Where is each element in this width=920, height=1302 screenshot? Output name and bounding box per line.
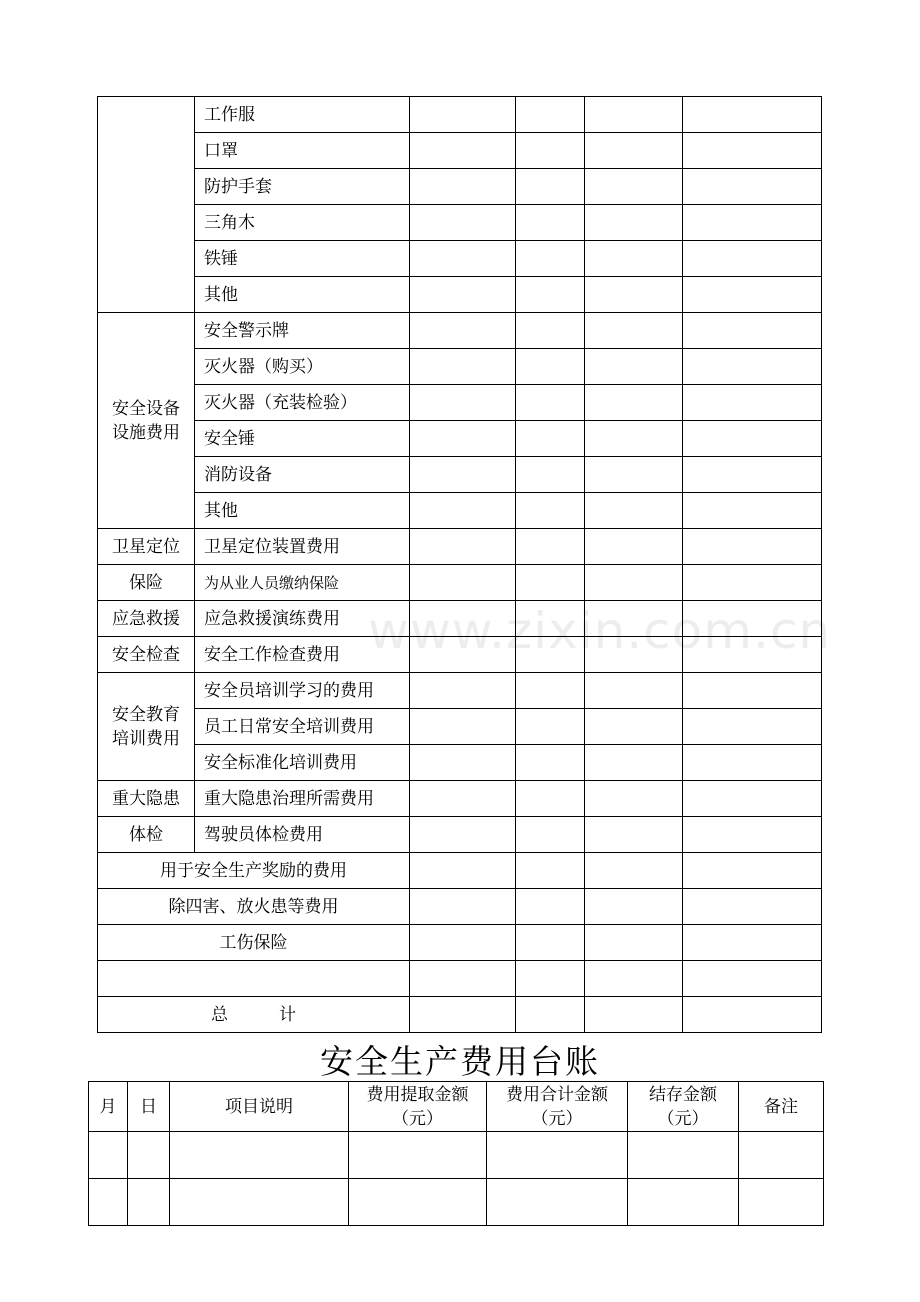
col-header-remarks: 备注 [739,1082,824,1132]
ledger-cell[interactable] [349,1179,487,1226]
amount-cell[interactable] [516,385,585,421]
amount-cell[interactable] [585,997,683,1033]
watermark: www.zixin.com.cn [368,602,832,660]
amount-cell[interactable] [683,385,822,421]
amount-cell[interactable] [516,457,585,493]
item-cell: 安全锤 [195,421,410,457]
item-cell: 员工日常安全培训费用 [195,709,410,745]
amount-cell[interactable] [410,529,516,565]
table-row [98,961,822,997]
amount-cell[interactable] [683,925,822,961]
ledger-cell[interactable] [170,1179,349,1226]
item-cell: 安全警示牌 [195,313,410,349]
merged-item-cell [98,961,410,997]
amount-cell[interactable] [683,277,822,313]
amount-cell[interactable] [683,637,822,673]
category-cell [98,313,195,529]
amount-cell[interactable] [683,313,822,349]
amount-cell[interactable] [585,493,683,529]
amount-cell[interactable] [585,385,683,421]
amount-cell[interactable] [516,529,585,565]
amount-cell[interactable] [516,565,585,601]
amount-cell[interactable] [683,97,822,133]
category-cell: 重大隐患 [98,781,195,817]
total-row [98,997,822,1033]
amount-cell[interactable] [683,565,822,601]
amount-cell[interactable] [683,817,822,853]
amount-cell[interactable] [585,97,683,133]
amount-cell[interactable] [585,241,683,277]
amount-cell[interactable] [410,421,516,457]
amount-cell[interactable] [585,745,683,781]
amount-cell[interactable] [516,241,585,277]
amount-cell[interactable] [585,169,683,205]
amount-cell[interactable] [585,637,683,673]
amount-cell[interactable] [410,169,516,205]
amount-cell[interactable] [585,133,683,169]
amount-cell[interactable] [516,961,585,997]
amount-cell[interactable] [410,853,516,889]
amount-cell[interactable] [516,889,585,925]
amount-cell[interactable] [585,601,683,637]
ledger-cell[interactable] [128,1132,170,1179]
amount-cell[interactable] [516,745,585,781]
amount-cell[interactable] [683,961,822,997]
amount-cell[interactable] [516,313,585,349]
amount-cell[interactable] [683,133,822,169]
table-row [98,493,822,529]
amount-cell[interactable] [516,169,585,205]
amount-cell[interactable] [516,493,585,529]
amount-cell[interactable] [683,457,822,493]
amount-cell[interactable] [683,205,822,241]
amount-cell[interactable] [683,673,822,709]
amount-cell[interactable] [516,817,585,853]
table-row [98,421,822,457]
amount-cell[interactable] [516,997,585,1033]
category-cell: 安全检查 [98,637,195,673]
amount-cell[interactable] [585,349,683,385]
amount-cell[interactable] [683,781,822,817]
amount-cell[interactable] [585,529,683,565]
ledger-cell[interactable] [628,1179,739,1226]
col-header-day: 日 [128,1082,170,1132]
item-cell: 工作服 [195,97,410,133]
amount-cell[interactable] [410,565,516,601]
item-cell: 消防设备 [195,457,410,493]
amount-cell[interactable] [683,997,822,1033]
amount-cell[interactable] [585,817,683,853]
ledger-cell[interactable] [739,1179,824,1226]
amount-cell[interactable] [516,277,585,313]
amount-cell[interactable] [683,493,822,529]
amount-cell[interactable] [585,205,683,241]
table-row [98,817,822,853]
merged-item-cell: 工伤保险 [98,925,410,961]
ledger-table [88,1081,824,1226]
amount-cell[interactable] [585,565,683,601]
amount-cell[interactable] [410,205,516,241]
amount-cell[interactable] [516,709,585,745]
amount-cell[interactable] [410,277,516,313]
ledger-cell[interactable] [487,1132,628,1179]
table-row [89,1132,824,1179]
amount-cell[interactable] [683,709,822,745]
item-cell: 安全标准化培训费用 [195,745,410,781]
ledger-cell[interactable] [739,1132,824,1179]
table-row [98,349,822,385]
item-cell: 灭火器（充装检验） [195,385,410,421]
amount-cell[interactable] [585,457,683,493]
amount-cell[interactable] [516,97,585,133]
table-row [98,97,822,133]
merged-item-cell: 用于安全生产奖励的费用 [98,853,410,889]
amount-cell[interactable] [516,853,585,889]
ledger-cell[interactable] [487,1179,628,1226]
table-row [98,637,822,673]
amount-cell[interactable] [683,241,822,277]
amount-cell[interactable] [585,781,683,817]
amount-cell[interactable] [410,133,516,169]
table-row [98,457,822,493]
amount-cell[interactable] [410,673,516,709]
amount-cell[interactable] [516,673,585,709]
amount-cell[interactable] [585,421,683,457]
amount-cell[interactable] [410,817,516,853]
category-cell: 应急救援 [98,601,195,637]
amount-cell[interactable] [410,601,516,637]
item-cell: 为从业人员缴纳保险 [195,565,410,601]
category-label: 安全设备 设施费用 [112,398,180,443]
amount-cell[interactable] [410,241,516,277]
amount-cell[interactable] [410,349,516,385]
amount-cell[interactable] [585,961,683,997]
amount-cell[interactable] [410,889,516,925]
amount-cell[interactable] [683,889,822,925]
amount-cell[interactable] [410,925,516,961]
col-header-description: 项目说明 [170,1082,349,1132]
item-cell: 安全工作检查费用 [195,637,410,673]
item-cell: 卫星定位装置费用 [195,529,410,565]
category-cell [98,97,195,313]
amount-cell[interactable] [410,709,516,745]
table-row [98,169,822,205]
amount-cell[interactable] [683,529,822,565]
table-row [89,1179,824,1226]
table-row [98,241,822,277]
table-row [98,133,822,169]
amount-cell[interactable] [683,745,822,781]
amount-cell[interactable] [410,997,516,1033]
amount-cell[interactable] [683,421,822,457]
amount-cell[interactable] [683,601,822,637]
amount-cell[interactable] [585,925,683,961]
amount-cell[interactable] [585,853,683,889]
amount-cell[interactable] [516,421,585,457]
category-label: 安全教育 培训费用 [112,704,180,749]
category-cell: 体检 [98,817,195,853]
ledger-cell[interactable] [628,1132,739,1179]
amount-cell[interactable] [410,493,516,529]
item-cell: 防护手套 [195,169,410,205]
ledger-cell[interactable] [89,1179,128,1226]
category-cell: 保险 [98,565,195,601]
table-row [98,277,822,313]
amount-cell[interactable] [410,781,516,817]
table-row [98,601,822,637]
item-cell: 安全员培训学习的费用 [195,673,410,709]
item-cell: 其他 [195,277,410,313]
page-title: 安全生产费用台账 [320,1042,600,1081]
table-row [98,313,822,349]
amount-cell[interactable] [683,853,822,889]
table-row [98,781,822,817]
amount-cell[interactable] [683,169,822,205]
amount-cell[interactable] [516,205,585,241]
amount-cell[interactable] [410,745,516,781]
col-header-extracted-amount: 费用提取金额 （元） [349,1082,487,1132]
amount-cell[interactable] [516,781,585,817]
amount-cell[interactable] [410,961,516,997]
table-row [98,673,822,709]
col-header-balance: 结存金额 （元） [628,1082,739,1132]
ledger-cell[interactable] [170,1132,349,1179]
amount-cell[interactable] [585,277,683,313]
item-cell: 应急救援演练费用 [195,601,410,637]
col-header-total-amount: 费用合计金额 （元） [487,1082,628,1132]
amount-cell[interactable] [410,97,516,133]
amount-cell[interactable] [410,313,516,349]
table-row [98,925,822,961]
amount-cell[interactable] [516,637,585,673]
item-cell: 其他 [195,493,410,529]
table-row [98,385,822,421]
category-cell [98,673,195,781]
ledger-cell[interactable] [89,1132,128,1179]
col-header-month: 月 [89,1082,128,1132]
ledger-cell[interactable] [128,1179,170,1226]
amount-cell[interactable] [410,637,516,673]
ledger-header-row [89,1082,824,1132]
merged-item-cell: 除四害、放火患等费用 [98,889,410,925]
amount-cell[interactable] [683,349,822,385]
amount-cell[interactable] [585,313,683,349]
amount-cell[interactable] [585,673,683,709]
item-cell: 驾驶员体检费用 [195,817,410,853]
table-row [98,889,822,925]
item-cell: 口罩 [195,133,410,169]
item-cell: 三角木 [195,205,410,241]
table-row [98,745,822,781]
item-cell: 重大隐患治理所需费用 [195,781,410,817]
item-cell: 灭火器（购买） [195,349,410,385]
amount-cell[interactable] [585,709,683,745]
total-label: 总 计 [98,997,410,1033]
table-row [98,529,822,565]
table-row [98,853,822,889]
amount-cell[interactable] [516,349,585,385]
item-cell: 铁锤 [195,241,410,277]
expense-table [97,96,822,1033]
amount-cell[interactable] [410,385,516,421]
amount-cell[interactable] [410,457,516,493]
amount-cell[interactable] [585,889,683,925]
amount-cell[interactable] [516,133,585,169]
ledger-cell[interactable] [349,1132,487,1179]
table-row [98,709,822,745]
category-cell: 卫星定位 [98,529,195,565]
amount-cell[interactable] [516,925,585,961]
amount-cell[interactable] [516,601,585,637]
table-row [98,205,822,241]
table-row [98,565,822,601]
